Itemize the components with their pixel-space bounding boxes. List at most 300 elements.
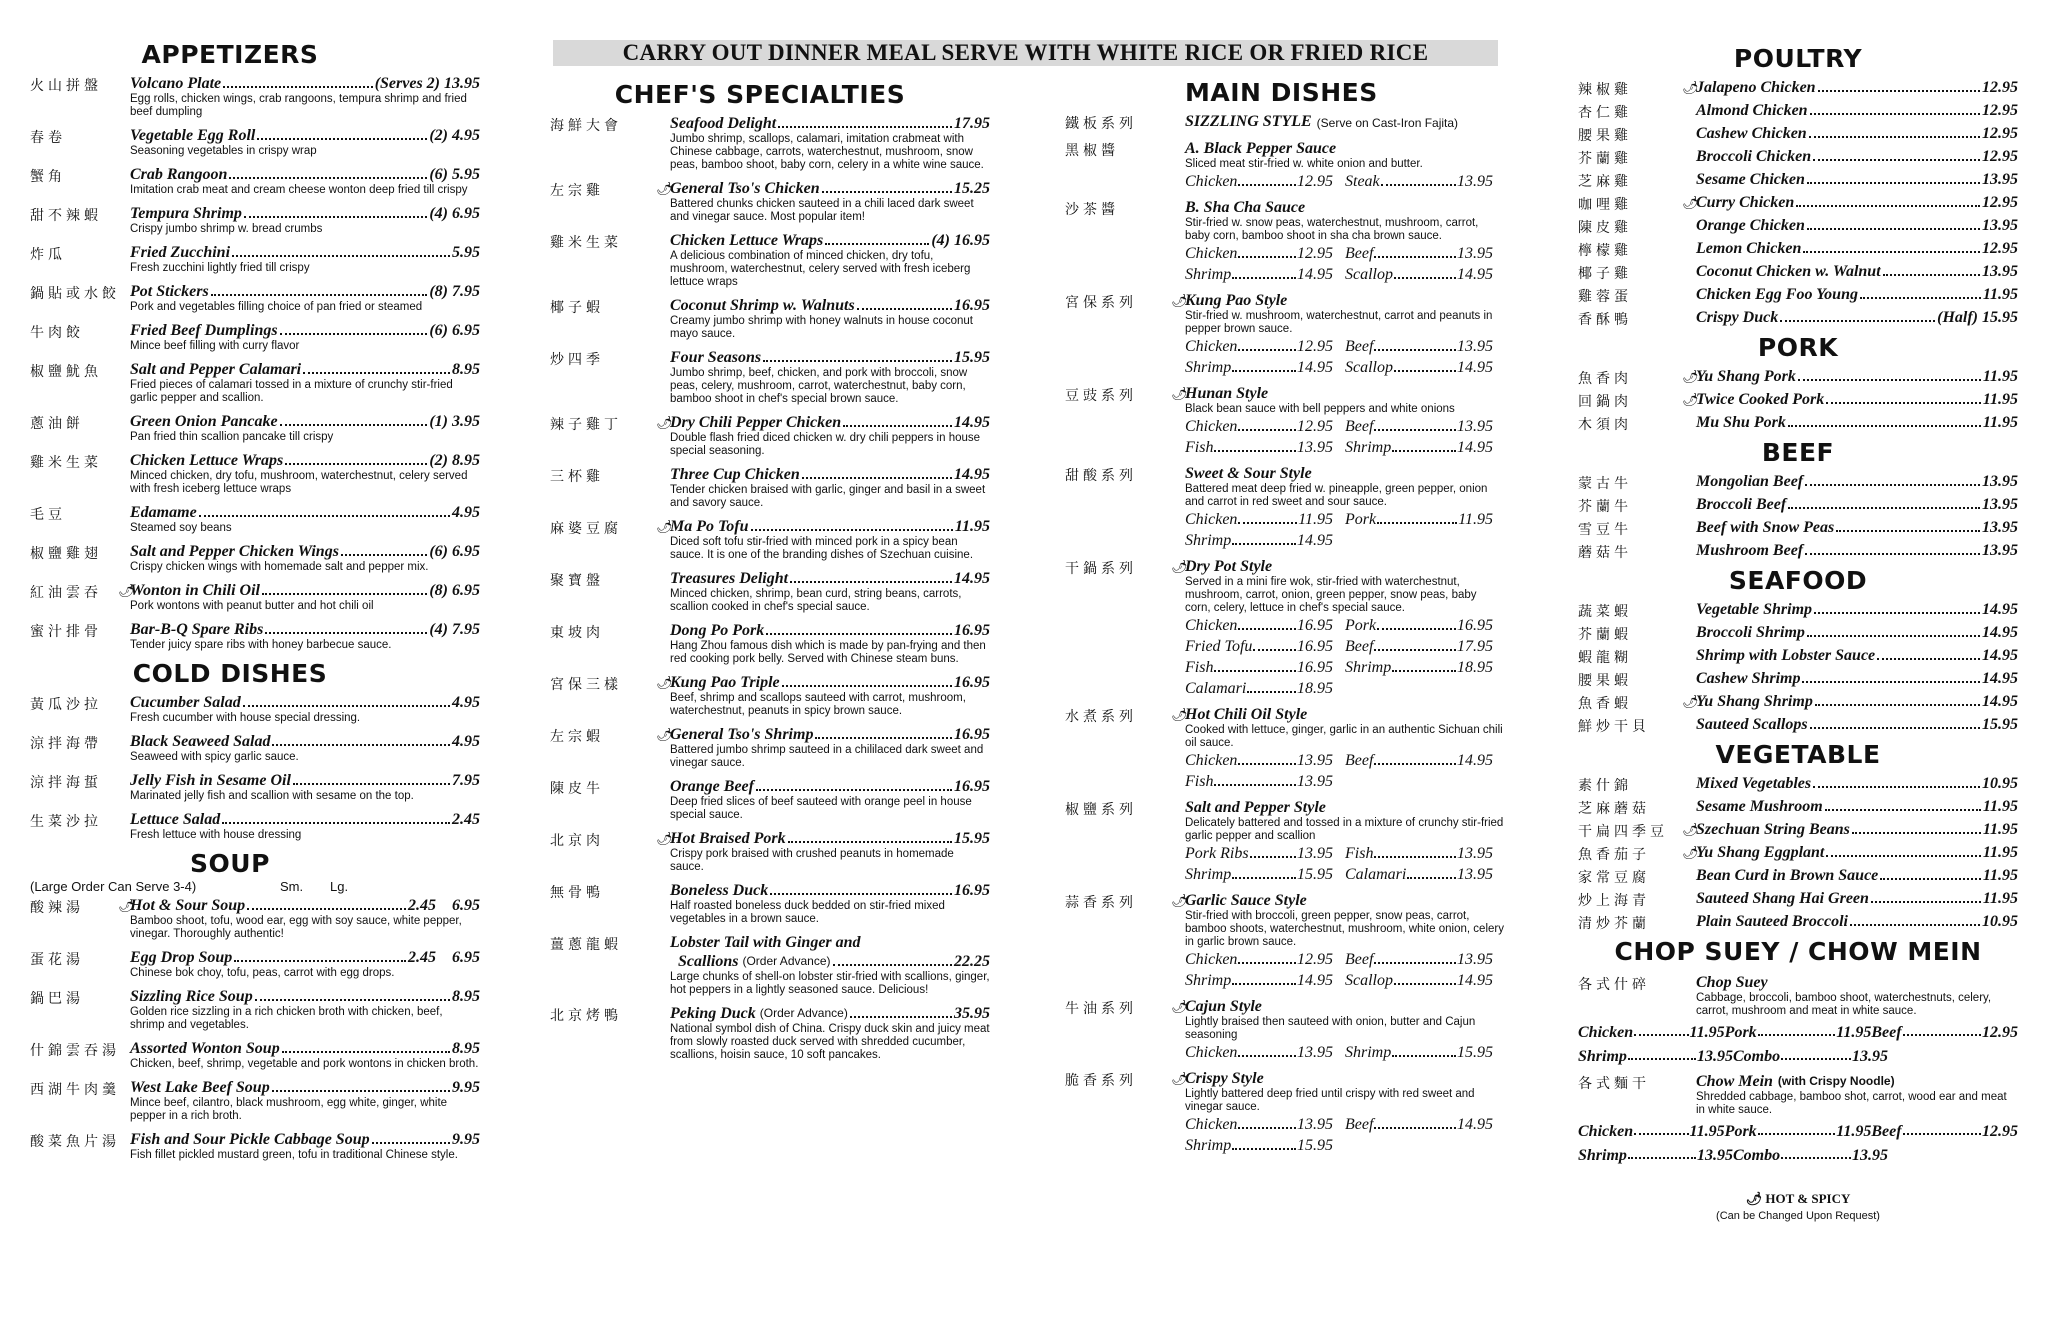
item-line: [130, 204, 480, 223]
price-label: Pork: [1724, 1123, 1757, 1140]
price-cell: [1345, 750, 1493, 771]
item-name: Chicken Lettuce Wraps: [130, 452, 284, 469]
price-cell: [1185, 771, 1333, 792]
chinese-name: 雪豆牛: [1578, 522, 1632, 538]
leader-dots: [285, 451, 427, 465]
chili-icon: 🌶: [1171, 707, 1188, 722]
chinese-name: 清炒芥蘭: [1578, 916, 1650, 932]
price-cell: [1345, 771, 1493, 792]
item-description: Seaweed with spicy garlic sauce.: [130, 751, 299, 763]
chili-icon: 🌶: [1171, 1071, 1188, 1086]
item-name: Crispy Style: [1185, 1070, 1264, 1087]
price-value: 11.95: [1836, 1123, 1872, 1140]
item-line: [1185, 139, 1505, 158]
item-line: [1696, 147, 2018, 166]
item-description: Seasoning vegetables in crispy wrap: [130, 145, 317, 157]
price-label: Shrimp: [1578, 1048, 1627, 1065]
item-name: Plain Sauteed Broccoli: [1696, 913, 1848, 930]
price-label: Combo: [1733, 1048, 1781, 1065]
price-value: 18.95: [1457, 659, 1493, 676]
item-price: 16.95: [954, 882, 990, 899]
leader-dots: [756, 777, 952, 791]
price-cell: [1345, 357, 1493, 378]
item-price: 16.95: [954, 726, 990, 743]
item-name: Twice Cooked Pork: [1696, 391, 1825, 408]
price-cell: [1345, 171, 1493, 192]
price-row: [1185, 1042, 1505, 1063]
item-description: Black bean sauce with bell peppers and white onions: [1185, 403, 1455, 415]
item-description: Imitation crab meat and cream cheese wonton deep fried till crispy: [130, 184, 468, 196]
item-description: Chinese bok choy, tofu, peas, carrot with egg drops.: [130, 967, 395, 979]
item-line: [1696, 170, 2018, 189]
leader-dots: [1232, 357, 1296, 372]
item-price: 2.45: [452, 811, 480, 828]
item-price: 4.95: [452, 733, 480, 750]
leader-dots: [788, 829, 952, 843]
item-line: [1185, 112, 1505, 133]
price-cell: [1185, 171, 1333, 192]
chinese-name: 麻婆豆腐: [550, 521, 622, 537]
menu-item: [1065, 291, 1505, 378]
price-cell: [1345, 864, 1493, 885]
menu-item: [1578, 912, 2018, 931]
price-row: [1185, 678, 1505, 699]
small-size-label: Sm.: [280, 879, 304, 894]
leader-dots: [778, 114, 952, 128]
price-cell: [1578, 1147, 1733, 1165]
menu-item: [1578, 193, 2018, 212]
item-line: [1696, 715, 2018, 734]
item-name: Cucumber Salad: [130, 694, 241, 711]
item-price: 22.25: [954, 953, 990, 970]
chili-icon: 🌶: [1171, 559, 1188, 574]
item-description: National symbol dish of China. Crispy duck skin and juicy meat from slowly roasted duck served with shredded cucumber, scallions, hoisin sauce, 10 soft pancakes.: [670, 1023, 990, 1061]
item-price: 9.95: [452, 1131, 480, 1148]
chinese-name: 椰子雞: [1578, 266, 1632, 282]
leader-dots: [222, 810, 450, 824]
price-cell: [1345, 437, 1493, 458]
price-cell: [1185, 243, 1333, 264]
item-line: [1185, 798, 1505, 817]
chinese-name: 鮮炒干貝: [1578, 719, 1650, 735]
leader-dots: [1818, 78, 1980, 92]
price-value: 12.95: [1297, 173, 1333, 190]
price-cell: [1345, 1135, 1493, 1156]
item-description: Stir-fried w. snow peas, waterchestnut, mushroom, carrot, baby corn, bamboo shoot in sha cha brown sauce.: [1185, 217, 1479, 242]
menu-item: [1578, 78, 2018, 97]
price-value: 15.95: [1297, 866, 1333, 883]
item-price: 7.95: [452, 283, 480, 300]
price-row: [1185, 243, 1505, 264]
price-label: Beef: [1871, 1024, 1902, 1041]
vegetable-heading: VEGETABLE: [1715, 740, 1881, 769]
item-line: [130, 1039, 480, 1058]
leader-dots: [1214, 771, 1296, 786]
leader-dots: [1871, 889, 1981, 903]
item-name: Chow Mein: [1696, 1073, 1773, 1090]
item-price: 11.95: [1982, 391, 2018, 408]
column-1: [30, 40, 480, 1169]
item-name: Chicken Egg Foo Young: [1696, 286, 1858, 303]
item-price: 16.95: [954, 778, 990, 795]
chinese-name: 紅油雲吞: [30, 585, 102, 601]
leader-dots: [1788, 495, 1980, 509]
price-label: Chicken: [1185, 1116, 1238, 1133]
leader-dots: [1407, 864, 1456, 879]
menu-item: [1065, 112, 1505, 133]
item-name: Fish and Sour Pickle Cabbage Soup: [130, 1131, 370, 1148]
space: [436, 948, 452, 967]
leader-dots: [1836, 518, 1980, 532]
item-name: Tempura Shrimp: [130, 205, 242, 222]
chinese-name: 涼拌海蜇: [30, 775, 102, 791]
chinese-name: 回鍋肉: [1578, 394, 1632, 410]
price-cell: [1345, 657, 1493, 678]
item-line: [130, 282, 480, 301]
price-row: [1185, 509, 1505, 530]
price-value: 14.95: [1457, 972, 1493, 989]
leader-dots: [1374, 949, 1456, 964]
leader-dots: [1374, 243, 1456, 258]
leader-dots: [815, 725, 952, 739]
chili-icon: 🌶: [1682, 80, 1699, 95]
price-row: [1185, 357, 1505, 378]
menu-item: [1065, 198, 1505, 285]
leader-dots: [255, 987, 450, 1001]
item-name: Bean Curd in Brown Sauce: [1696, 867, 1879, 884]
item-line: [130, 165, 480, 184]
chinese-name: 鍋貼或水餃: [30, 286, 120, 302]
item-line: [1696, 669, 2018, 688]
chili-icon: 🌶: [656, 675, 673, 690]
leader-dots: [1813, 774, 1980, 788]
chinese-name: 毛豆: [30, 507, 66, 523]
item-line: [1696, 308, 2018, 327]
menu-item: [1065, 557, 1505, 699]
price-cell: [1185, 1042, 1333, 1063]
price-label: Chicken: [1185, 1044, 1238, 1061]
leader-dots: [1807, 170, 1980, 184]
item-line: [1696, 367, 2018, 386]
price-value: 12.95: [1297, 338, 1333, 355]
price-value: 14.95: [1297, 266, 1333, 283]
price-value: 13.95: [1297, 439, 1333, 456]
item-line: [1696, 774, 2018, 793]
leader-dots: [1394, 970, 1456, 985]
item-description: Bamboo shoot, tofu, wood ear, egg with soy sauce, white pepper, vinegar. Thoroughly authentic!: [130, 915, 462, 940]
item-line: [1696, 495, 2018, 514]
menu-item: [1578, 774, 2018, 793]
leader-dots: [1825, 797, 1981, 811]
item-description: Crispy chicken wings with homemade salt and pepper mix.: [130, 561, 429, 573]
leader-dots: [825, 231, 929, 245]
item-description: Fresh lettuce with house dressing: [130, 829, 302, 841]
chop-suey-chow-mein-heading: CHOP SUEY / CHOW MEIN: [1614, 937, 1982, 966]
menu-item: [550, 673, 990, 718]
item-price: 14.95: [954, 466, 990, 483]
item-description: Golden rice sizzling in a rich chicken broth with chicken, beef, shrimp and vegetables.: [130, 1006, 443, 1031]
chinese-name: 辣椒雞: [1578, 82, 1632, 98]
price-value: 12.95: [1982, 1024, 2019, 1041]
price-cell: [1185, 636, 1333, 657]
chili-icon: 🌶: [118, 898, 135, 913]
item-description: Diced soft tofu stir-fried with minced pork in a spicy bean sauce. It is one of the branding dishes of Szechuan cuisine.: [670, 536, 974, 561]
price-cell: [1345, 949, 1493, 970]
item-line: [670, 569, 990, 588]
item-description: Shredded cabbage, bamboo shot, carrot, wood ear and meat in white sauce.: [1696, 1091, 2007, 1116]
menu-item: [1578, 239, 2018, 258]
item-description: Minced chicken, shrimp, bean curd, string beans, carrots, scallion cooked in chef's special sauce.: [670, 588, 962, 613]
item-price: 15.95: [1982, 716, 2018, 733]
chinese-name: 蜜汁排骨: [30, 624, 102, 640]
chinese-name: 椒鹽雞翅: [30, 546, 102, 562]
price-row: [1185, 416, 1505, 437]
leader-dots: [1392, 1042, 1456, 1057]
leader-dots: [1381, 171, 1456, 186]
menu-item: [1578, 541, 2018, 560]
item-line: [1696, 262, 2018, 281]
item-price: 8.95: [452, 988, 480, 1005]
price-cell: [1185, 530, 1333, 551]
chinese-name: 檸檬雞: [1578, 243, 1632, 259]
price-row: [1185, 657, 1505, 678]
item-description: Half roasted boneless duck bedded on stir-fried mixed vegetables in a brown sauce.: [670, 900, 945, 925]
item-qty: (8): [429, 582, 448, 599]
price-value: 16.95: [1457, 617, 1493, 634]
leader-dots: [1238, 243, 1296, 258]
price-label: Scallop: [1345, 266, 1393, 283]
item-line: [130, 321, 480, 340]
item-name: Mixed Vegetables: [1696, 775, 1812, 792]
leader-dots: [243, 693, 450, 707]
chinese-name: 雞蓉蛋: [1578, 289, 1632, 305]
leader-dots: [282, 1039, 450, 1053]
price-label: Shrimp: [1185, 972, 1232, 989]
item-line: [130, 948, 480, 967]
chinese-name: 酸辣湯: [30, 900, 84, 916]
leader-dots: [1860, 285, 1981, 299]
column-3: [1065, 76, 1505, 1162]
price-row: [1185, 771, 1505, 792]
price-cell: [1345, 336, 1493, 357]
leader-dots: [1238, 336, 1296, 351]
price-label: Chicken: [1185, 951, 1238, 968]
price-value: 15.95: [1457, 1044, 1493, 1061]
menu-item: [30, 987, 480, 1032]
item-name: Sweet & Sour Style: [1185, 465, 1312, 482]
price-value: 16.95: [1297, 659, 1333, 676]
price-value: 12.95: [1982, 1123, 2019, 1140]
item-line: [130, 126, 480, 145]
price-row: [1185, 615, 1505, 636]
price-row: [1578, 1024, 2018, 1042]
chinese-name: 家常豆腐: [1578, 870, 1650, 886]
item-price: 12.95: [1982, 194, 2018, 211]
item-name: Coconut Chicken w. Walnut: [1696, 263, 1881, 280]
item-qty: (1): [429, 413, 448, 430]
item-line: [1696, 285, 2018, 304]
leader-dots: [1238, 171, 1296, 186]
leader-dots: [280, 321, 428, 335]
price-value: 16.95: [1297, 638, 1333, 655]
leader-dots: [1374, 636, 1456, 651]
chinese-name: 杏仁雞: [1578, 105, 1632, 121]
price-cell: [1345, 636, 1493, 657]
chinese-name: 蒙古牛: [1578, 476, 1632, 492]
soup-heading: SOUP: [190, 849, 270, 878]
menu-item: [550, 777, 990, 822]
item-line: [670, 1004, 990, 1023]
item-line: [670, 231, 990, 250]
item-price: 3.95: [452, 413, 480, 430]
leader-dots: [1798, 367, 1981, 381]
item-price: 4.95: [452, 127, 480, 144]
menu-item: [1578, 797, 2018, 816]
price-row: [1185, 437, 1505, 458]
item-name: Seafood Delight: [670, 115, 777, 132]
chinese-name: 各式麵干: [1578, 1076, 1650, 1092]
item-description: Pan fried thin scallion pancake till crispy: [130, 431, 334, 443]
item-line: [670, 348, 990, 367]
chinese-name: 酸菜魚片湯: [30, 1134, 120, 1150]
leader-dots: [1374, 843, 1456, 858]
item-name: Fried Beef Dumplings: [130, 322, 278, 339]
item-description: Minced chicken, dry tofu, mushroom, waterchestnut, celery served with fresh iceberg lettuce wraps: [130, 470, 468, 495]
appetizers-heading: APPETIZERS: [141, 40, 319, 69]
item-description: Stir-fried w. mushroom, waterchestnut, carrot and peanuts in pepper brown sauce.: [1185, 310, 1493, 335]
menu-item: [550, 517, 990, 562]
leader-dots: [293, 771, 450, 785]
price-cell: [1185, 416, 1333, 437]
hot-spicy-legend: [1578, 1191, 2018, 1223]
menu-item: [550, 465, 990, 510]
item-name: Chicken Lettuce Wraps: [670, 232, 824, 249]
item-name: Peking Duck: [670, 1005, 756, 1022]
menu-item: [1578, 101, 2018, 120]
item-price: 11.95: [954, 518, 990, 535]
menu-item: [550, 413, 990, 458]
item-price: 14.95: [954, 570, 990, 587]
price-label: Shrimp: [1185, 1137, 1232, 1154]
price-cell: [1185, 678, 1333, 699]
item-qty: (Order Advance): [759, 1006, 848, 1020]
menu-item: [1578, 390, 2018, 409]
item-note: (Serve on Cast-Iron Fajita): [1316, 116, 1459, 130]
leader-dots: [1815, 692, 1980, 706]
chinese-name: 黑椒醬: [1065, 143, 1119, 159]
leader-dots: [1781, 1048, 1851, 1060]
chinese-name: 水煮系列: [1065, 709, 1137, 725]
leader-dots: [1814, 600, 1980, 614]
item-name: Dry Chili Pepper Chicken: [670, 414, 842, 431]
price-cell: [1345, 970, 1493, 991]
item-line: [1696, 973, 2018, 992]
item-price: 2.45: [408, 949, 436, 966]
item-description: Steamed soy beans: [130, 522, 232, 534]
leader-dots: [232, 243, 450, 257]
chinese-name: 無骨鴨: [550, 885, 604, 901]
item-description: Marinated jelly fish and scallion with sesame on the top.: [130, 790, 414, 802]
item-description: Fish fillet pickled mustard green, tofu in traditional Chinese style.: [130, 1149, 458, 1161]
price-label: Beef: [1345, 638, 1374, 655]
chinese-name: 牛油系列: [1065, 1001, 1137, 1017]
item-name: Assorted Wonton Soup: [130, 1040, 280, 1057]
price-value: 14.95: [1457, 752, 1493, 769]
item-price: 14.95: [1982, 693, 2018, 710]
item-name: Jelly Fish in Sesame Oil: [130, 772, 291, 789]
item-price: 2.45: [408, 897, 436, 914]
price-label: Shrimp: [1345, 439, 1392, 456]
leader-dots: [262, 581, 427, 595]
item-name: Sesame Mushroom: [1696, 798, 1823, 815]
item-description: Served in a mini fire wok, stir-fried with waterchestnut, mushroom, carrot, onion, green pepper, snow peas, baby corn, celery, lettuce in chef's special sauce.: [1185, 576, 1477, 614]
leader-dots: [1880, 866, 1981, 880]
menu-item: [550, 829, 990, 874]
leader-dots: [1810, 101, 1980, 115]
item-line: [670, 673, 990, 692]
price-value: 16.95: [1297, 617, 1333, 634]
item-price: 16.95: [954, 232, 990, 249]
item-description: Chicken, beef, shrimp, vegetable and pork wontons in chicken broth.: [130, 1058, 479, 1070]
leader-dots: [303, 360, 450, 374]
menu-item: [1578, 518, 2018, 537]
price-label: Pork Ribs: [1185, 845, 1249, 862]
menu-item: [550, 231, 990, 289]
price-label: Fish: [1185, 773, 1214, 790]
leader-dots: [1247, 678, 1296, 693]
price-value: 14.95: [1457, 439, 1493, 456]
item-name: Dry Pot Style: [1185, 558, 1273, 575]
item-line: [130, 693, 480, 712]
price-value: 11.95: [1689, 1024, 1725, 1041]
chinese-name: 北京烤鴨: [550, 1008, 622, 1024]
leader-dots: [1781, 1147, 1851, 1159]
item-description: Fresh cucumber with house special dressing.: [130, 712, 361, 724]
chinese-name: 椰子蝦: [550, 300, 604, 316]
chinese-name: 鍋巴湯: [30, 991, 84, 1007]
price-value: 13.95: [1697, 1048, 1733, 1065]
leader-dots: [766, 621, 952, 635]
price-label: Beef: [1345, 1116, 1374, 1133]
price-row: [1185, 949, 1505, 970]
price-row: [1578, 1123, 2018, 1141]
item-price: 5.95: [452, 244, 480, 261]
leader-dots: [1374, 416, 1456, 431]
item-price: 6.95: [452, 205, 480, 222]
price-label: Pork: [1345, 511, 1377, 528]
menu-item: [1578, 170, 2018, 189]
price-label: Scallop: [1345, 359, 1393, 376]
item-line: [130, 810, 480, 829]
item-line: [1696, 843, 2018, 862]
price-label: Beef: [1345, 338, 1374, 355]
price-value: 15.95: [1297, 1137, 1333, 1154]
item-line: [1696, 1072, 2018, 1091]
price-cell: [1345, 843, 1493, 864]
item-qty: (4): [931, 232, 950, 249]
column-2: [550, 76, 990, 1069]
chili-icon: 🌶: [656, 727, 673, 742]
item-line: [1696, 216, 2018, 235]
chinese-name: 炒上海青: [1578, 893, 1650, 909]
price-label: Beef: [1345, 951, 1374, 968]
item-price: 11.95: [1982, 368, 2018, 385]
item-price: 11.95: [1982, 867, 2018, 884]
item-line: [1185, 198, 1505, 217]
item-price: 10.95: [1982, 913, 2018, 930]
price-label: Beef: [1345, 245, 1374, 262]
price-cell: [1185, 657, 1333, 678]
